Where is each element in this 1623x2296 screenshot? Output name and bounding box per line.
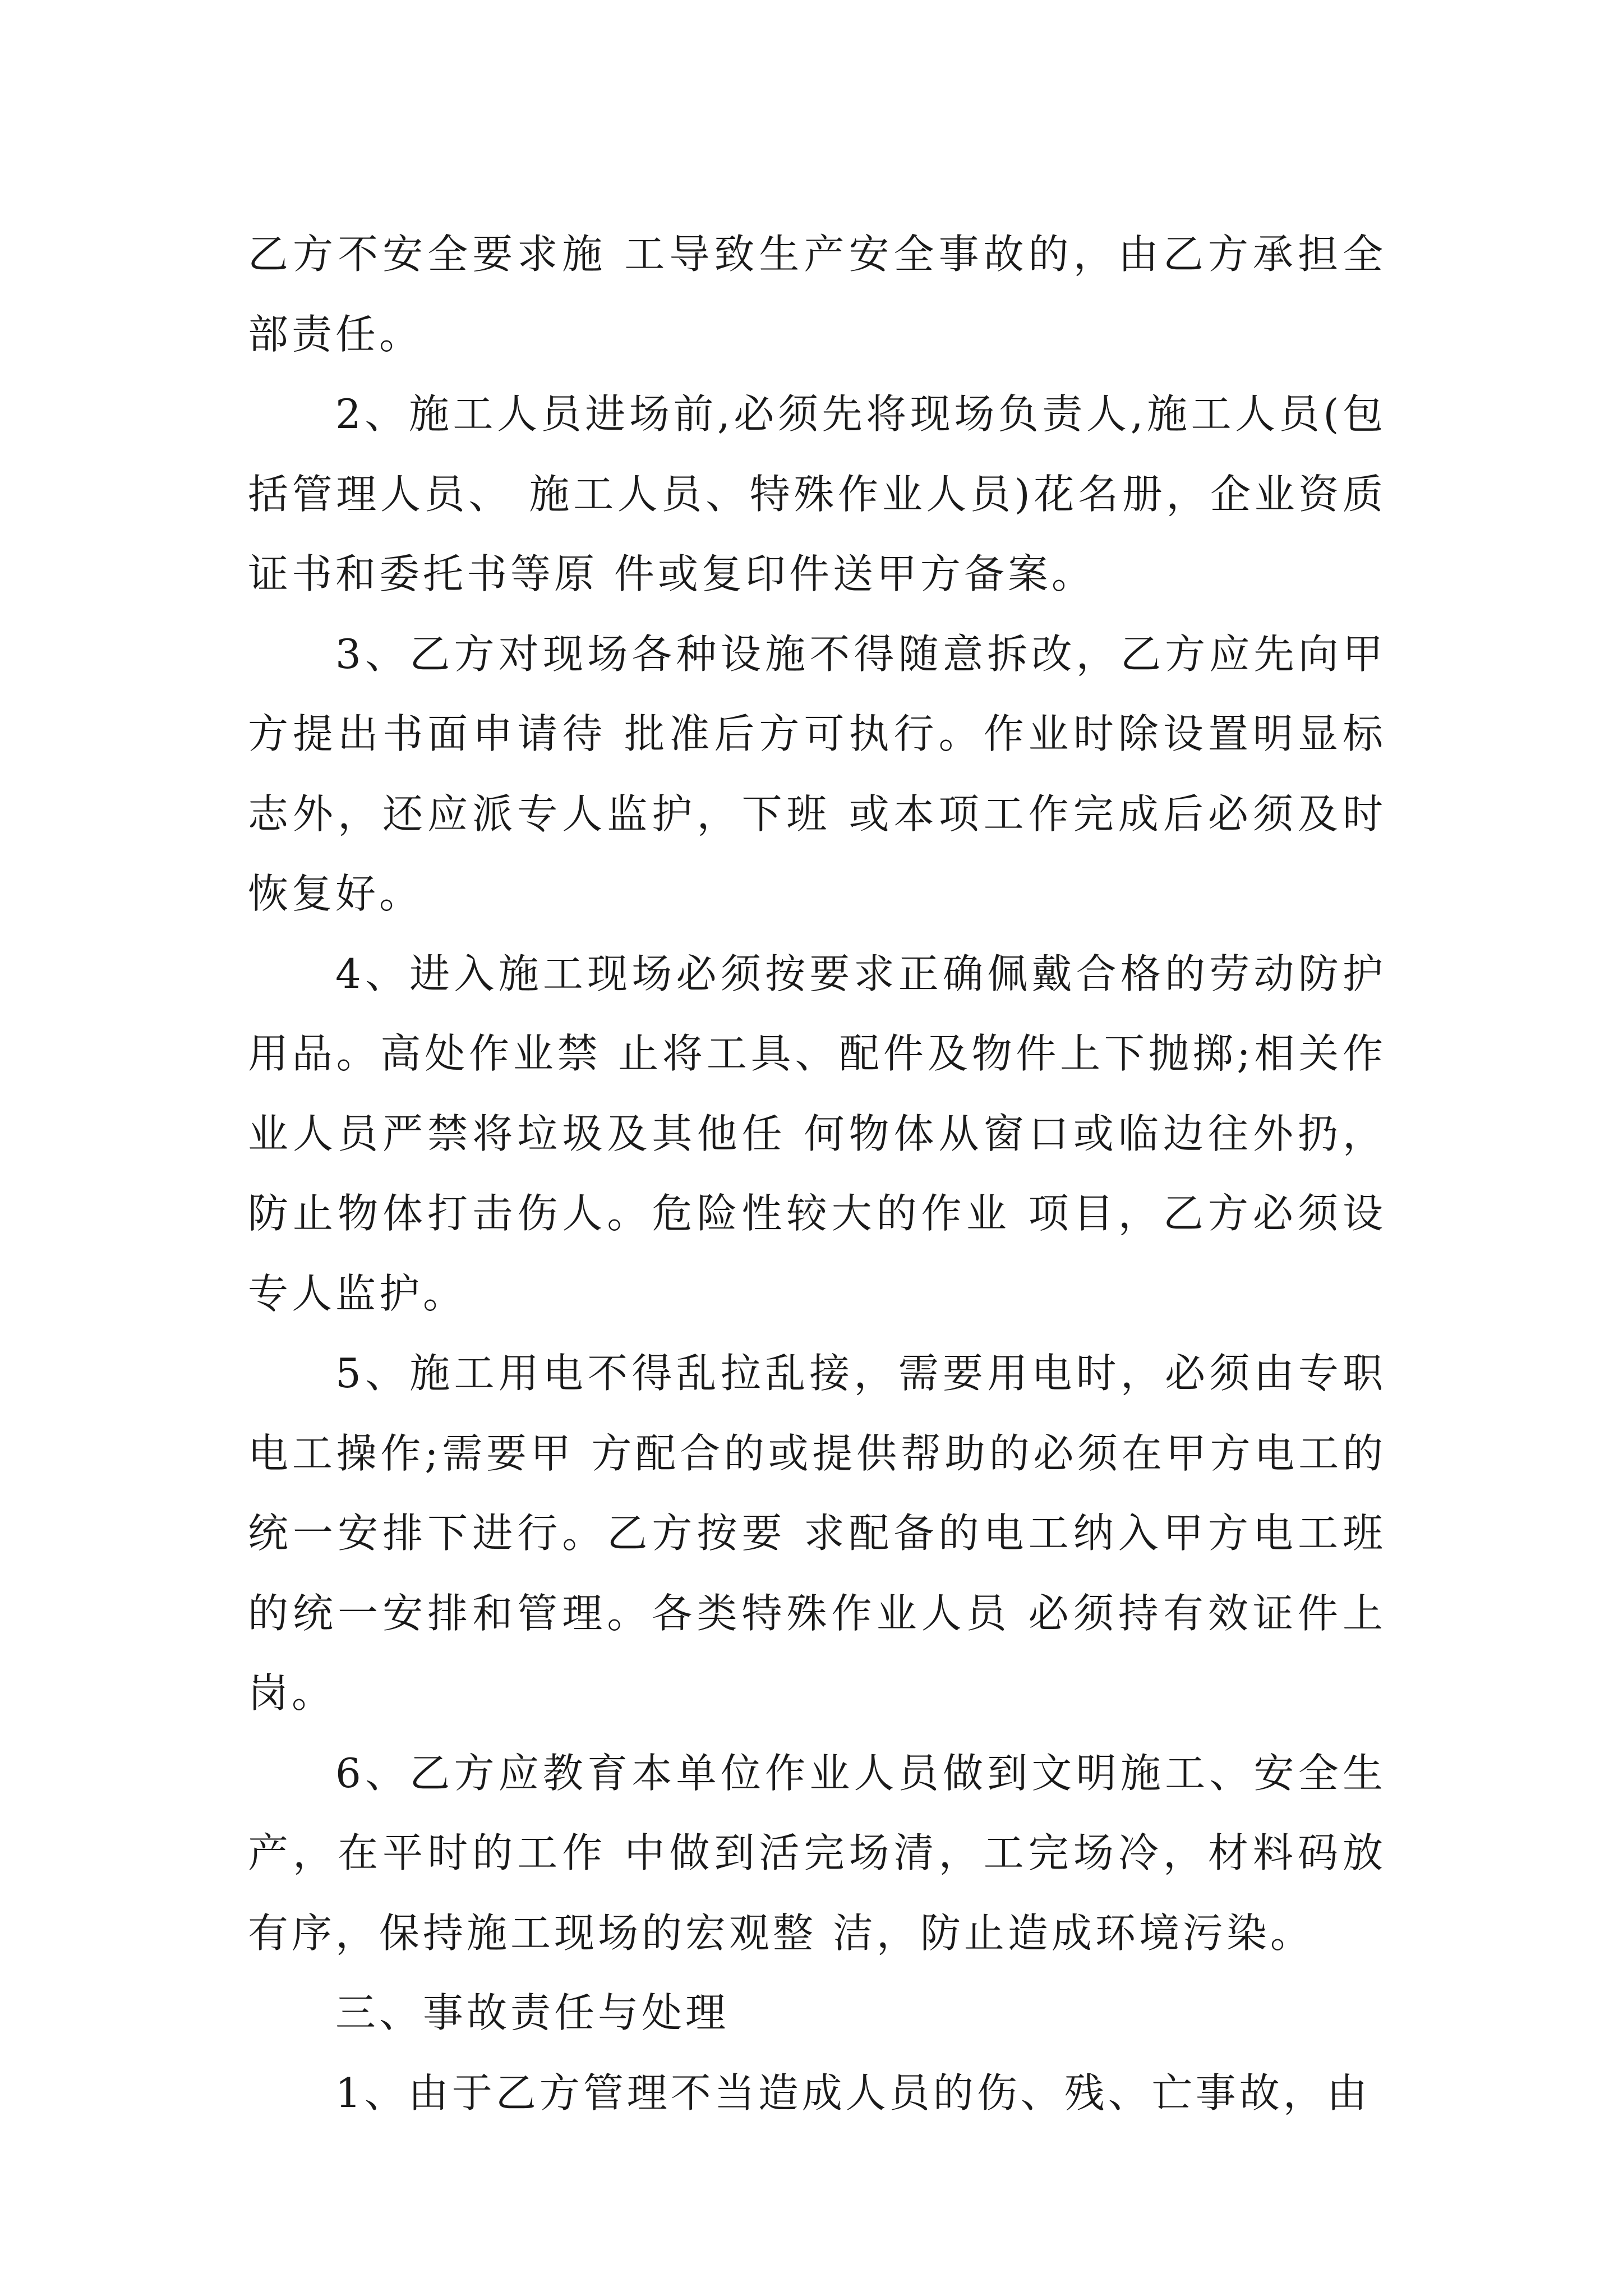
paragraph-item-4: 4、进入施工现场必须按要求正确佩戴合格的劳动防护用品。高处作业禁 止将工具、配件及物件上下抛掷;相关作业人员严禁将垃圾及其他任 何物体从窗口或临边往外扔，防止物体打击伤人。危险性较大的作业 项目，乙方必须设专人监护。 (248, 950, 1386, 1317)
paragraph-item-6: 6、乙方应教育本单位作业人员做到文明施工、安全生产，在平时的工作 中做到活完场清，工完场冷，材料码放有序，保持施工现场的宏观整 洁，防止造成环境污染。 (248, 1749, 1386, 1957)
paragraph-item-2: 2、施工人员进场前,必须先将现场负责人,施工人员(包括管理人员、 施工人员、特殊作业人员)花名册，企业资质证书和委托书等原 件或复印件送甲方备案。 (248, 390, 1386, 597)
paragraph-continuation: 乙方不安全要求施 工导致生产安全事故的，由乙方承担全部责任。 (248, 231, 1386, 358)
paragraph-item-3: 3、乙方对现场各种设施不得随意拆改，乙方应先向甲方提出书面申请待 批准后方可执行。作业时除设置明显标志外，还应派专人监护，下班 或本项工作完成后必须及时恢复好。 (248, 630, 1386, 917)
document-body (248, 214, 1386, 2133)
section-heading: 三、事故责任与处理 (335, 1989, 730, 2036)
paragraph-item-5: 5、施工用电不得乱拉乱接，需要用电时，必须由专职电工操作;需要甲 方配合的或提供帮助的必须在甲方电工的统一安排下进行。乙方按要 求配备的电工纳入甲方电工班的统一安排和管理。各类特殊作业人员 必须持有效证件上岗。 (248, 1350, 1386, 1717)
paragraph-item-1: 1、由于乙方管理不当造成人员的伤、残、亡事故，由 (335, 2069, 1371, 2116)
